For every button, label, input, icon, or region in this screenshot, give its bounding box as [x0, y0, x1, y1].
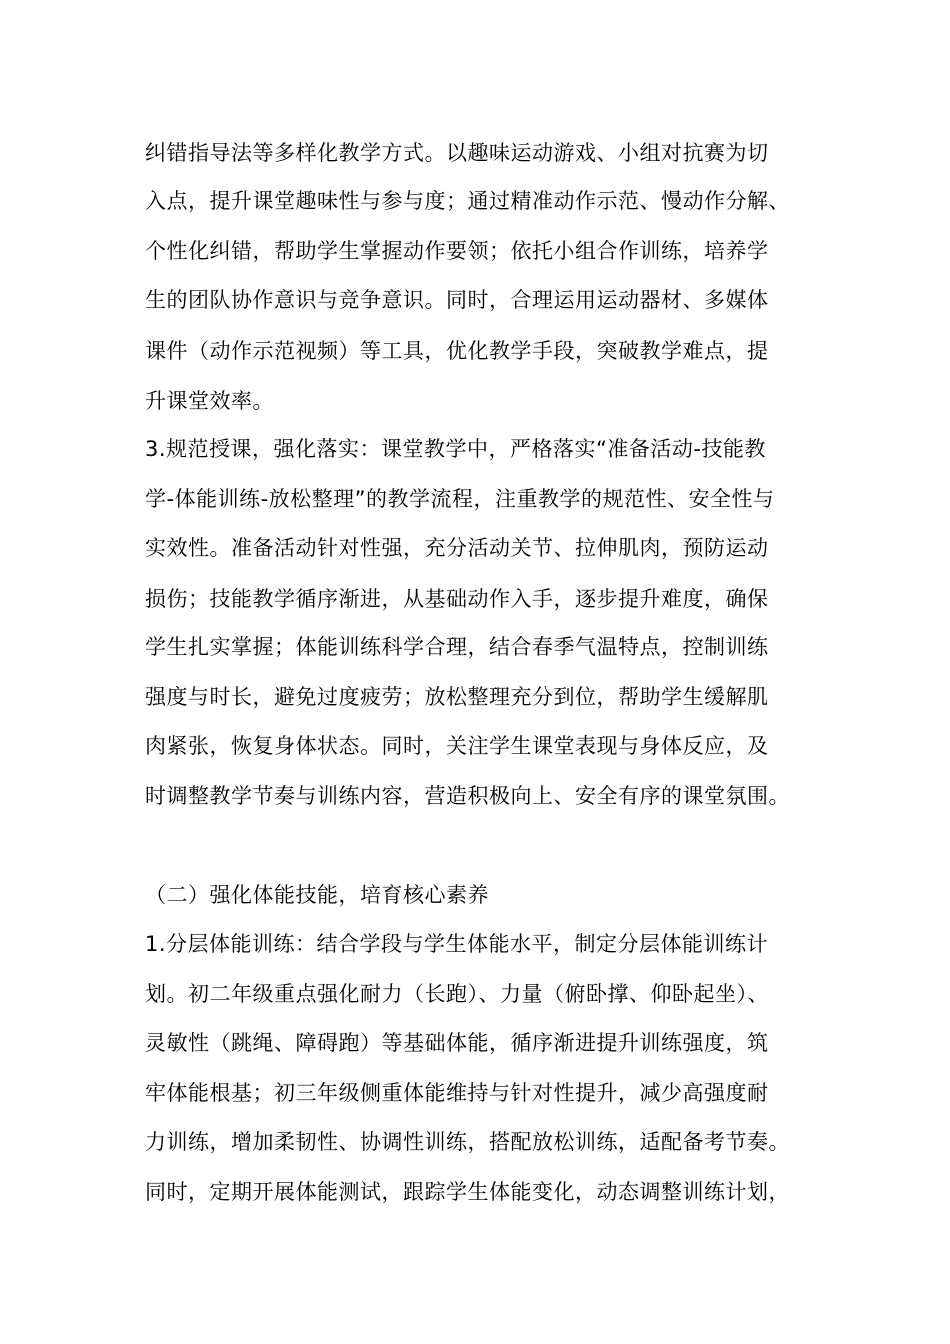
text-line: 力训练，增加柔韧性、协调性训练，搭配放松训练，适配备考节奏。	[145, 1130, 790, 1154]
text-line: 肉紧张，恢复身体状态。同时，关注学生课堂表现与身体反应，及	[145, 734, 769, 758]
text-line: 学生扎实掌握；体能训练科学合理，结合春季气温特点，控制训练	[145, 635, 769, 659]
text-line: 生的团队协作意识与竞争意识。同时，合理运用运动器材、多媒体	[145, 288, 769, 312]
text-line: 强度与时长，避免过度疲劳；放松整理充分到位，帮助学生缓解肌	[145, 685, 769, 709]
text-line: 灵敏性（跳绳、障碍跑）等基础体能，循序渐进提升训练强度，筑	[145, 1031, 769, 1055]
text-line: 课件（动作示范视频）等工具，优化教学手段，突破教学难点，提	[145, 339, 769, 363]
text-line: 划。初二年级重点强化耐力（长跑）、力量（俯卧撑、仰卧起坐）、	[145, 982, 769, 1006]
text-line: 损伤；技能教学循序渐进，从基础动作入手，逐步提升难度，确保	[145, 587, 769, 611]
text-line: 实效性。准备活动针对性强，充分活动关节、拉伸肌肉，预防运动	[145, 536, 769, 560]
text-line: 同时，定期开展体能测试，跟踪学生体能变化，动态调整训练计划，	[145, 1180, 790, 1204]
text-line: 3.规范授课，强化落实：课堂教学中，严格落实“准备活动-技能教	[145, 437, 766, 461]
text-line: 时调整教学节奏与训练内容，营造积极向上、安全有序的课堂氛围。	[145, 784, 790, 808]
text-line: 纠错指导法等多样化教学方式。以趣味运动游戏、小组对抗赛为切	[145, 141, 769, 165]
text-line: 牢体能根基；初三年级侧重体能维持与针对性提升，减少高强度耐	[145, 1081, 769, 1105]
text-line: 1.分层体能训练：结合学段与学生体能水平，制定分层体能训练计	[145, 932, 769, 956]
section-heading: （二）强化体能技能，培育核心素养	[145, 883, 489, 907]
text-line: 升课堂效率。	[145, 389, 274, 413]
text-line: 学-体能训练-放松整理”的教学流程，注重教学的规范性、安全性与	[145, 487, 775, 511]
text-line: 个性化纠错，帮助学生掌握动作要领；依托小组合作训练，培养学	[145, 239, 769, 263]
text-line: 入点，提升课堂趣味性与参与度；通过精准动作示范、慢动作分解、	[145, 189, 790, 213]
